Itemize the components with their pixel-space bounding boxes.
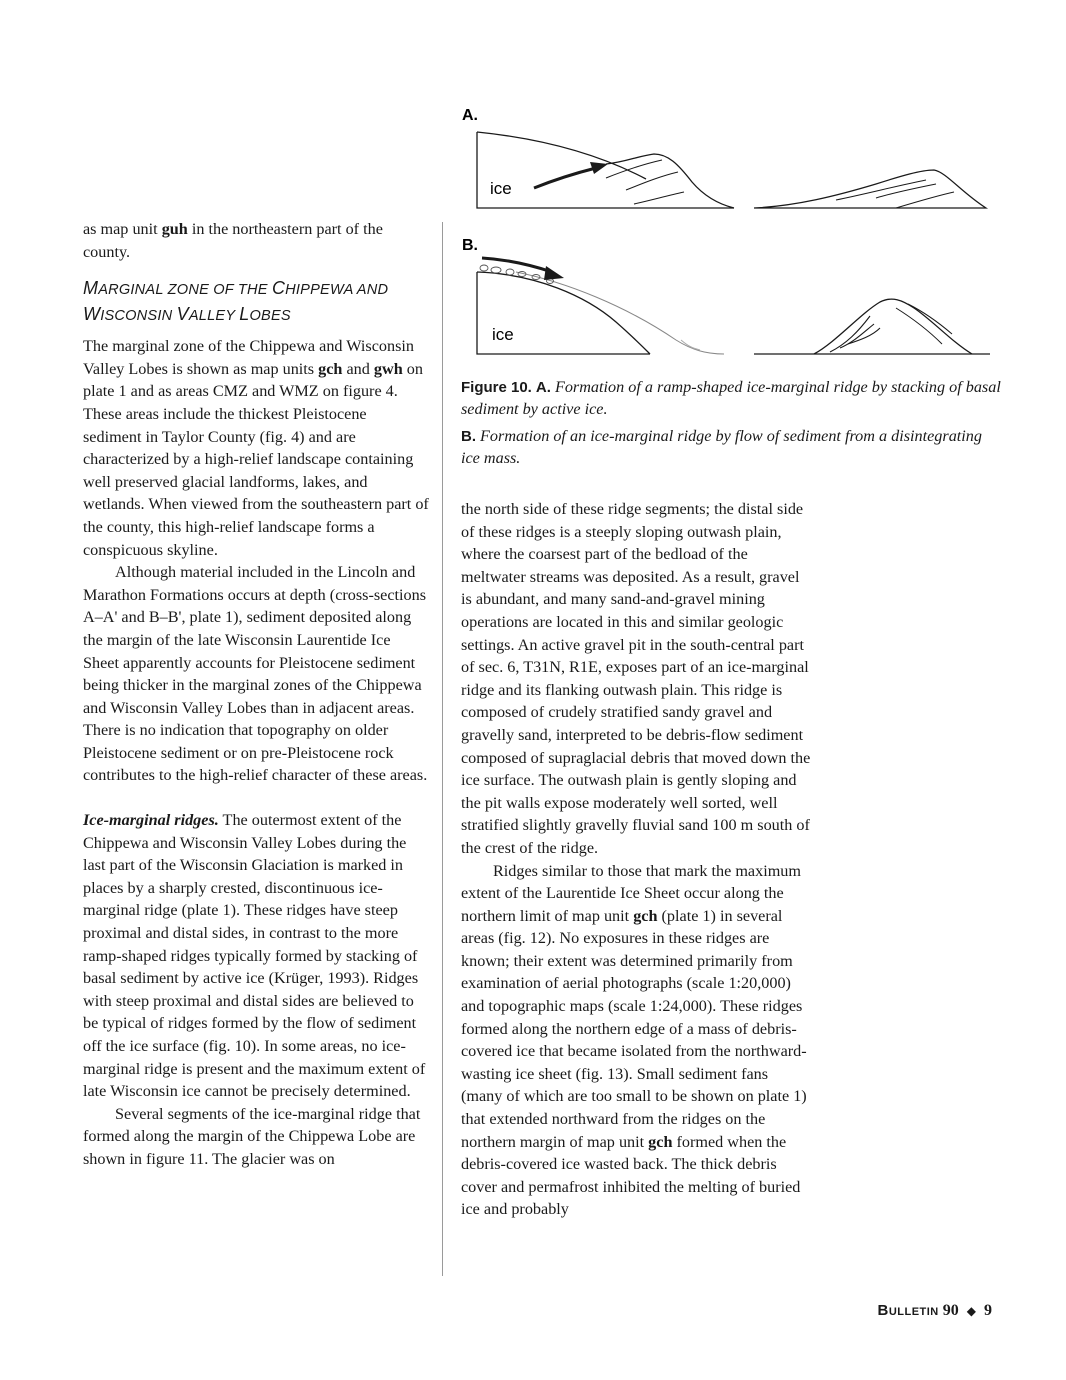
subheading-ice-marginal-ridges: Ice-marginal ridges. [83, 811, 219, 830]
panel-a-ice-diagram [477, 132, 734, 208]
panel-b-label: B. [462, 237, 478, 254]
caption-a [461, 377, 1001, 420]
map-unit-guh: guh [161, 220, 188, 238]
panel-a-label: A. [462, 107, 478, 124]
paragraph-4: Several segments of the ice-marginal ridge that formed along the margin of the Chippewa Lobe are shown in figure 11. The glacier was on [83, 1104, 421, 1168]
caption-b-label: B. [461, 428, 476, 445]
map-unit-gwh: gwh [373, 359, 403, 378]
intro-text: as map unit [83, 220, 162, 238]
diamond-separator-icon: ◆ [966, 1304, 976, 1318]
figure-10 [456, 96, 1006, 386]
panel-a-ridge-diagram [754, 170, 986, 208]
figure-10-diagram [456, 96, 1006, 386]
paragraph-5: the north side of these ridge segments; the distal side of these ridges is a steeply sloping outwash plain, where the coarsest part of the bedload of the meltwater streams was deposited. As a result, gravel is abundant, and many sand-and-gravel mining operations are located in this and similar geologic settings. An active gravel pit in the south-central part of sec. 6, T31N, R1E, exposes part of an ice-marginal ridge and its flanking outwash plain. This ridge is composed of crudely stratified sandy gravel and gravelly sand, interpreted to be debris-flow sediment composed of supraglacial debris that moved down the ice surface. The outwash plain is gently sloping and the pit walls expose moderately well sorted, well stratified slightly gravelly fluvial sand 100 m south of the crest of the ridge. [461, 500, 811, 857]
caption-b [461, 426, 1001, 469]
caption-a-text: Formation of a ramp-shaped ice-marginal ridge by stacking of basal sediment by active ice. [461, 378, 1001, 418]
paragraph-1: The marginal zone of the Chippewa and Wisconsin Valley Lobes is shown as map units gch and gwh on plate 1 and as areas CMZ and WMZ on figure 4. These areas include the thickest Pleistocene sediment in Taylor County (fig. 4) and are characterized by a high-relief landscape containing well preserved glacial landforms, lakes, and wetlands. When viewed from the southeastern part of the county, this high-relief landscape forms a conspicuous skyline. [83, 337, 429, 559]
paragraph-2: Although material included in the Lincoln and Marathon Formations occurs at depth (cross-sections A–A' and B–B', plate 1), sediment deposited along the margin of the late Wisconsin Laurentide Ice Sheet apparently accounts for Pleistocene sediment being thicker in the marginal zones of the Chippewa and Wisconsin Valley Lobes than in adjacent areas. There is no indication that topography on older Pleistocene sediment or on pre-Pleistocene rock contributes to the high-relief character of these areas. [83, 563, 428, 785]
left-column [83, 218, 429, 1171]
ice-label-a: ice [490, 179, 512, 198]
footer-number: 90 [942, 1302, 959, 1319]
paragraph-6: Ridges similar to those that mark the maximum extent of the Laurentide Ice Sheet occur along the northern limit of map unit gch (plate 1) in several areas (fig. 12). No exposures in these ridges are known; their extent was determined primarily from examination of aerial photographs (scale 1:20,000) and topographic maps (scale 1:24,000). These ridges formed along the northern edge of a mass of debris-covered ice that became isolated from the northward-wasting ice sheet (fig. 13). Small sediment fans (many of which are too small to be shown on plate 1) that extended northward from the ridges on the northern margin of map unit gch formed when the debris-covered ice wasted back. The thick debris cover and permafrost inhibited the melting of buried ice and probably [461, 861, 807, 1219]
map-unit-gch: gch [318, 359, 343, 378]
page-footer [877, 1302, 992, 1320]
caption-fig-number: Figure 10. [461, 379, 532, 396]
page-number: 9 [984, 1302, 992, 1319]
intro-paragraph [83, 218, 429, 263]
caption-a-label: A. [535, 379, 551, 396]
caption-b-text: Formation of an ice-marginal ridge by flow of sediment from a disintegrating ice mass. [461, 427, 982, 467]
map-unit-gch: gch [648, 1132, 673, 1151]
right-column [461, 498, 811, 1221]
column-divider [442, 222, 443, 1276]
map-unit-gch: gch [633, 906, 658, 925]
panel-b-ridge-diagram [754, 299, 990, 354]
ice-label-b: ice [492, 325, 514, 344]
paragraph-3: Ice-marginal ridges. The outermost extent of the Chippewa and Wisconsin Valley Lobes during the last part of the Wisconsin Glaciation is marked in places by a sharply crested, discontinuous ice-marginal ridge (plate 1). These ridges have steep proximal and distal sides, in contrast to the more ramp-shaped ridges typically formed by stacking of basal sediment by active ice (Krüger, 1993). Ridges with steep proximal and distal sides are believed to be typical of ridges formed by the flow of sediment off the ice surface (fig. 10). In some areas, no ice-marginal ridge is present and the maximum extent of late Wisconsin ice cannot be precisely determined. [83, 811, 426, 1101]
footer-series: Bulletin [877, 1302, 939, 1319]
figure-caption [461, 377, 1001, 475]
section-heading: MARGINAL ZONE OF THE CHIPPEWA AND WISCONSIN VALLEY LOBES [83, 278, 389, 325]
intro-text-end: in the northeastern part of the county. [83, 220, 383, 261]
panel-b-ice-diagram [477, 272, 724, 354]
ice-flow-arrow-a-icon [534, 162, 608, 188]
